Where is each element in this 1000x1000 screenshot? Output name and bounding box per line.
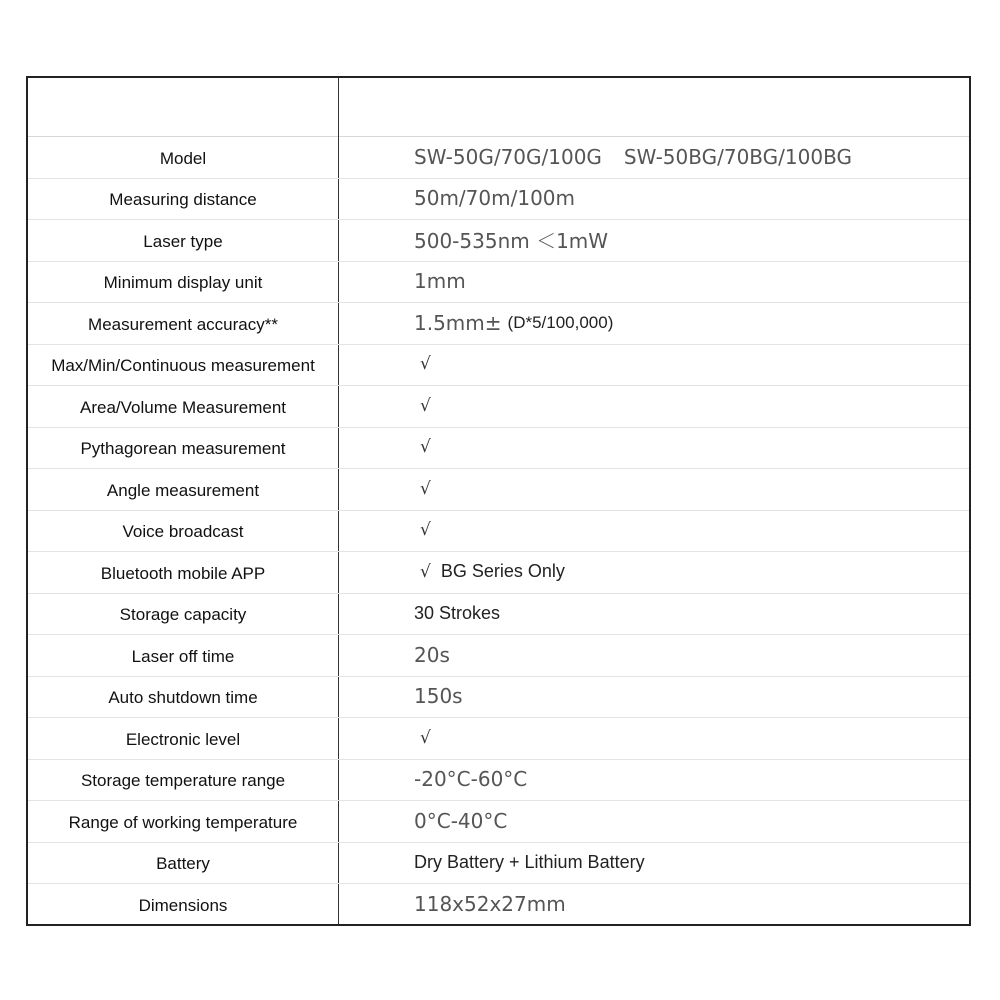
value-dimensions: 118x52x27mm [414, 891, 566, 916]
label-minimum-display-unit: Minimum display unit [103, 273, 263, 293]
row-electronic-level [28, 717, 969, 760]
value-accuracy-main: 1.5mm± [414, 310, 502, 335]
label-working-temperature: Range of working temperature [68, 812, 298, 832]
row-laser-type [28, 219, 969, 262]
value-angle [414, 468, 959, 510]
row-area-volume [28, 385, 969, 428]
label-electronic-level: Electronic level [125, 729, 241, 749]
value-electronic-level [414, 717, 959, 759]
value-model-bluetooth: SW-50BG/70BG/100BG [623, 144, 852, 169]
value-bluetooth-app [414, 551, 959, 593]
row-storage-capacity [28, 593, 969, 636]
label-model: Model [159, 148, 207, 168]
value-max-min-continuous [414, 344, 959, 386]
label-angle: Angle measurement [106, 480, 260, 500]
check-icon: √ [420, 727, 431, 748]
row-laser-off-time [28, 634, 969, 677]
label-max-min-continuous: Max/Min/Continuous measurement [51, 356, 315, 376]
value-storage-capacity: 30 Strokes [414, 602, 501, 623]
value-storage-temperature: -20°C-60°C [414, 767, 528, 792]
value-voice-broadcast [414, 510, 959, 552]
label-area-volume: Area/Volume Measurement [80, 397, 286, 417]
row-measurement-accuracy [28, 302, 969, 345]
check-icon: √ [420, 395, 431, 416]
label-measurement-accuracy: Measurement accuracy** [88, 314, 278, 334]
row-bluetooth-app [28, 551, 969, 594]
label-storage-temperature: Storage temperature range [80, 771, 286, 791]
value-model [414, 136, 959, 178]
label-pythagorean: Pythagorean measurement [80, 439, 286, 459]
value-battery: Dry Battery + Lithium Battery [414, 851, 645, 872]
table-header-row [28, 78, 969, 137]
label-dimensions: Dimensions [138, 895, 228, 915]
row-measuring-distance [28, 178, 969, 221]
value-working-temperature: 0°C-40°C [414, 808, 508, 833]
label-laser-off-time: Laser off time [131, 646, 235, 666]
row-pythagorean [28, 427, 969, 470]
label-measuring-distance: Measuring distance [109, 190, 257, 210]
value-measuring-distance: 50m/70m/100m [414, 186, 575, 211]
value-laser-off-time: 20s [414, 642, 450, 667]
spec-table [26, 76, 971, 926]
row-minimum-display-unit [28, 261, 969, 304]
label-laser-type: Laser type [143, 231, 223, 251]
value-measurement-accuracy [414, 302, 959, 344]
value-laser-type: 500-535nm ＜1mW [414, 229, 609, 254]
check-icon: √ [420, 478, 431, 499]
value-area-volume [414, 385, 959, 427]
label-bluetooth-app: Bluetooth mobile APP [100, 563, 266, 583]
check-icon: √ [420, 354, 431, 375]
row-dimensions [28, 883, 969, 925]
value-bluetooth-note: BG Series Only [440, 561, 565, 582]
value-accuracy-note: (D*5/100,000) [507, 312, 614, 332]
row-angle [28, 468, 969, 511]
row-voice-broadcast [28, 510, 969, 553]
value-model-standard: SW-50G/70G/100G [414, 144, 602, 169]
check-icon: √ [420, 437, 431, 458]
check-icon: √ [420, 520, 431, 541]
label-storage-capacity: Storage capacity [119, 605, 247, 625]
label-auto-shutdown: Auto shutdown time [108, 688, 258, 708]
label-voice-broadcast: Voice broadcast [122, 522, 244, 542]
check-icon: √ [420, 561, 431, 582]
label-battery: Battery [156, 854, 210, 874]
row-storage-temperature [28, 759, 969, 802]
value-minimum-display-unit: 1mm [414, 269, 466, 294]
value-pythagorean [414, 427, 959, 469]
value-auto-shutdown: 150s [414, 684, 463, 709]
row-auto-shutdown [28, 676, 969, 719]
row-working-temperature [28, 800, 969, 843]
row-battery [28, 842, 969, 885]
row-model [28, 136, 969, 179]
row-max-min-continuous [28, 344, 969, 387]
